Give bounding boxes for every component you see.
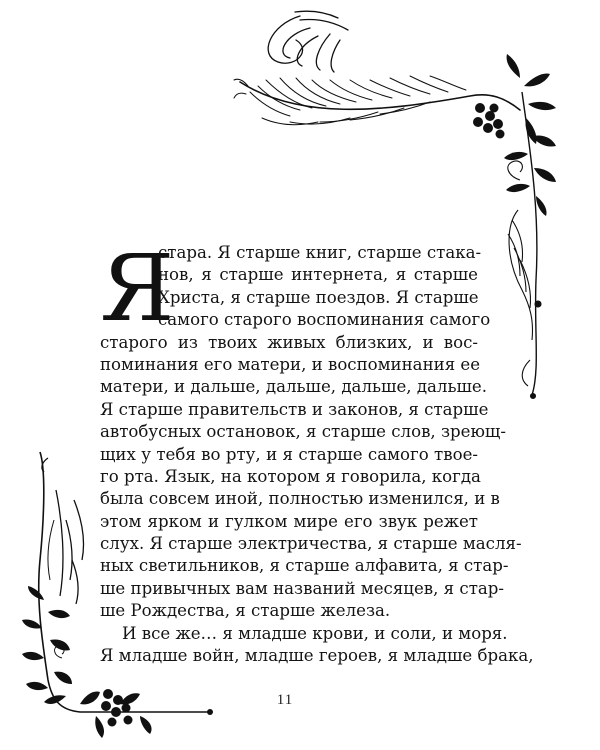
text-line: ше привычных вам названий месяцев, я стар- xyxy=(100,578,505,598)
text-line: нов, я старше интернета, я старше xyxy=(158,265,478,285)
text-line: поминания его матери, и воспоминания ее xyxy=(100,354,481,374)
text-line: старого из твоих живых близких, и вос- xyxy=(100,332,478,352)
text-line: этом ярком и гулком мире его звук режет xyxy=(100,511,478,531)
text-line: самого старого воспоминания самого xyxy=(158,310,491,330)
text-line: го рта. Язык, на котором я говорила, когда xyxy=(100,466,481,486)
text-line: Я старше правительств и законов, я старше xyxy=(100,399,489,419)
text-line: слух. Я старше электричества, я старше масля- xyxy=(100,534,522,554)
drop-cap-letter: Я xyxy=(100,235,175,342)
text-line: матери, и дальше, дальше, дальше, дальше. xyxy=(100,377,488,397)
text-line: щих у тебя во рту, и я старше самого твое- xyxy=(100,444,478,464)
text-line: была совсем иной, полностью изменился, и в xyxy=(100,489,500,509)
body-text xyxy=(100,235,534,667)
text-line: Я младше войн, младше героев, я младше брака, xyxy=(100,646,534,666)
text-line: Христа, я старше поездов. Я старше xyxy=(158,287,479,307)
text-line: автобусных остановок, я старше слов, зреющ- xyxy=(100,422,506,442)
text-line: ше Рождества, я старше железа. xyxy=(100,601,391,621)
text-line: стара. Я старше книг, старше стака- xyxy=(158,243,482,262)
text-line: И все же… я младше крови, и соли, и моря. xyxy=(122,623,508,643)
page-number: 11 xyxy=(276,692,294,708)
text-line: ных светильников, я старше алфавита, я стар- xyxy=(100,556,509,576)
